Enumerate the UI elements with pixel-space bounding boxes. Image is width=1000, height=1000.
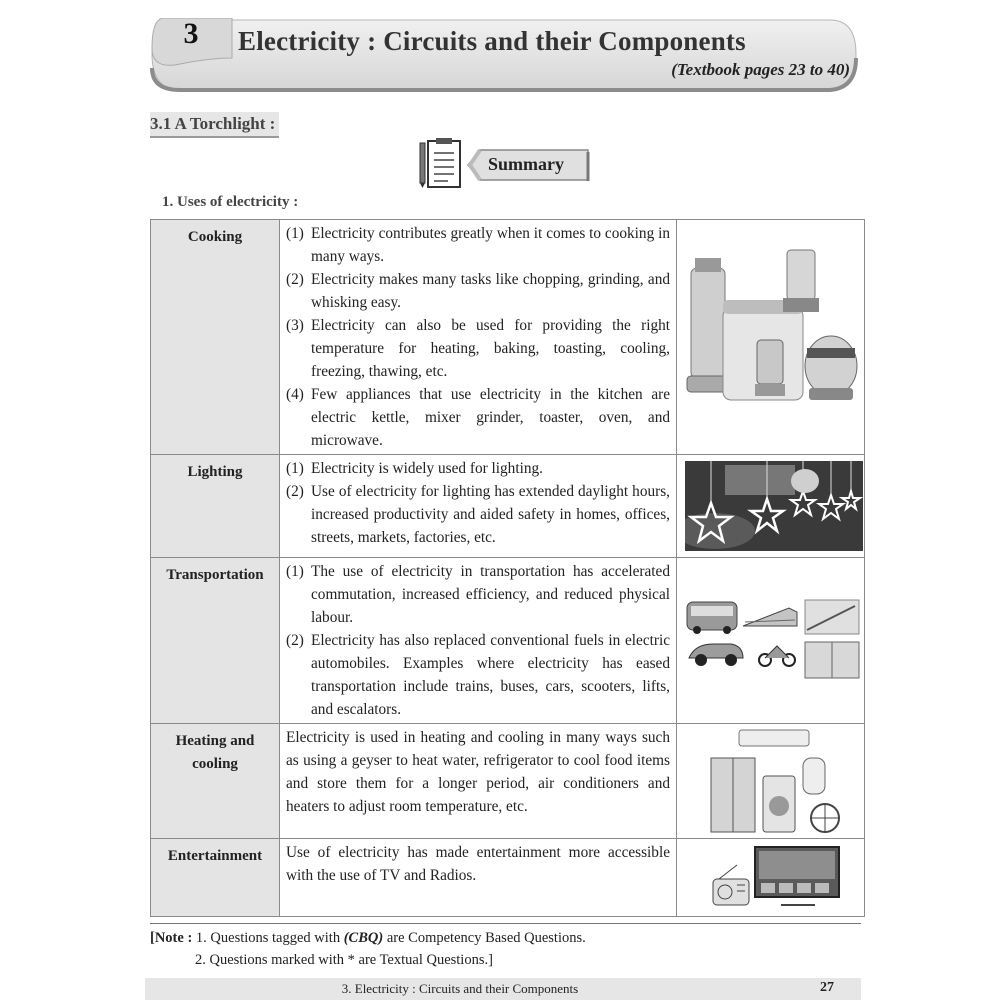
tv-radio-image bbox=[677, 839, 865, 917]
description-cell: Use of electricity has made entertainment more accessible with the use of TV and Radios. bbox=[280, 839, 677, 917]
table-row bbox=[151, 724, 865, 839]
page-number: 27 bbox=[820, 980, 834, 995]
description-cell bbox=[280, 220, 677, 455]
table-row bbox=[151, 558, 865, 724]
footer-title: 3. Electricity : Circuits and their Components bbox=[341, 981, 579, 996]
table-row bbox=[151, 839, 865, 917]
category-lighting: Lighting bbox=[151, 455, 280, 558]
list-item: (1) The use of electricity in transportation has accelerated commutation, increased efficiency, and reduced physical labour. bbox=[286, 563, 670, 626]
chapter-number: 3 bbox=[183, 17, 199, 50]
section-title: 3.1 A Torchlight : bbox=[150, 112, 279, 138]
summary-label: Summary bbox=[488, 154, 564, 174]
category-transportation: Transportation bbox=[151, 558, 280, 724]
description-cell: Electricity is used in heating and cooling in many ways such as using a geyser to heat water, refrigerator to cool food items and store them for a longer period, air conditioners and heaters to adjust room temperature, etc. bbox=[280, 724, 677, 839]
table-row bbox=[151, 455, 865, 558]
category-heating-cooling: Heating and cooling bbox=[151, 724, 280, 839]
list-item: (3) Electricity can also be used for providing the right temperature for heating, baking, toasting, cooling, freezing, thawing, etc. bbox=[286, 317, 670, 380]
category-entertainment: Entertainment bbox=[151, 839, 280, 917]
textbook-pages: (Textbook pages 23 to 40) bbox=[671, 60, 850, 79]
kitchen-appliances-image bbox=[677, 220, 865, 455]
uses-heading: 1. Uses of electricity : bbox=[162, 194, 299, 210]
heating-cooling-appliances-image bbox=[677, 724, 865, 839]
description-cell bbox=[280, 558, 677, 724]
list-item: (4) Few appliances that use electricity in the kitchen are electric kettle, mixer grinder, toaster, oven, and microwave. bbox=[286, 386, 670, 449]
note-line-1: [Note : 1. Questions tagged with (CBQ) are Competency Based Questions. bbox=[150, 930, 586, 946]
list-item: (2) Use of electricity for lighting has extended daylight hours, increased productivity and aided safety in homes, offices, streets, markets, factories, etc. bbox=[286, 483, 670, 546]
description-cell bbox=[280, 455, 677, 558]
list-item: (1) Electricity is widely used for lighting. bbox=[286, 460, 543, 477]
clipboard-icon bbox=[418, 137, 464, 189]
star-lights-image bbox=[677, 455, 865, 558]
list-item: (2) Electricity makes many tasks like chopping, grinding, and whisking easy. bbox=[286, 271, 670, 311]
list-item: (2) Electricity has also replaced conventional fuels in electric automobiles. Examples where electricity has eased transportation include trains, buses, cars, scooters, lifts, and escalators. bbox=[286, 632, 670, 718]
chapter-title: Electricity : Circuits and their Components bbox=[238, 26, 746, 56]
uses-table bbox=[150, 219, 865, 917]
table-row bbox=[151, 220, 865, 455]
note-line-2: 2. Questions marked with * are Textual Questions.] bbox=[195, 952, 493, 968]
note-divider bbox=[150, 923, 861, 924]
category-cooking: Cooking bbox=[151, 220, 280, 455]
transport-vehicles-image bbox=[677, 558, 865, 724]
list-item: (1) Electricity contributes greatly when it comes to cooking in many ways. bbox=[286, 225, 670, 265]
